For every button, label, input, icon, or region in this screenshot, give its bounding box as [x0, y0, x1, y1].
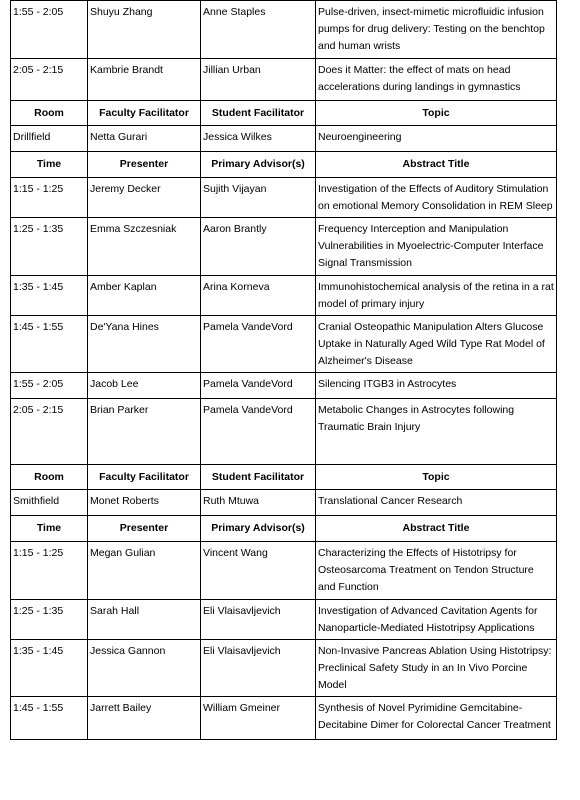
abstract-header-row [11, 152, 557, 178]
title-cell: Immunohistochemical analysis of the retina in a rat model of primary injury [316, 276, 557, 316]
title-cell: Investigation of Advanced Cavitation Agents for Nanoparticle-Mediated Histotripsy Applications [316, 600, 557, 640]
presenter-cell: Jessica Gannon [88, 640, 201, 697]
presenter-cell: Megan Gulian [88, 542, 201, 600]
time-cell: 1:35 - 1:45 [11, 276, 88, 316]
column-header: Room [11, 101, 88, 126]
table-row [11, 1, 557, 59]
time-cell: 1:45 - 1:55 [11, 316, 88, 373]
advisor-cell: Aaron Brantly [201, 218, 316, 276]
column-header: Abstract Title [316, 516, 557, 542]
presenter-cell: Amber Kaplan [88, 276, 201, 316]
table-row [11, 640, 557, 697]
column-header: Time [11, 152, 88, 178]
title-cell: Cranial Osteopathic Manipulation Alters Glucose Uptake in Naturally Aged Wild Type Rat Model of Alzheimer's Disease [316, 316, 557, 373]
title-cell: Silencing ITGB3 in Astrocytes [316, 373, 557, 399]
presenter-cell: Shuyu Zhang [88, 1, 201, 59]
column-header: Presenter [88, 152, 201, 178]
presenter-cell: Jarrett Bailey [88, 697, 201, 740]
table-row [11, 276, 557, 316]
column-header: Topic [316, 465, 557, 490]
time-cell: 1:55 - 2:05 [11, 1, 88, 59]
topic-cell: Translational Cancer Research [316, 490, 557, 516]
table-row [11, 697, 557, 740]
presenter-cell: Sarah Hall [88, 600, 201, 640]
time-cell: 1:55 - 2:05 [11, 373, 88, 399]
table-row [11, 373, 557, 399]
column-header: Faculty Facilitator [88, 101, 201, 126]
title-cell: Investigation of the Effects of Auditory Stimulation on emotional Memory Consolidation in REM Sleep [316, 178, 557, 218]
abstract-header-row [11, 516, 557, 542]
topic-cell: Neuroengineering [316, 126, 557, 152]
table-row [11, 316, 557, 373]
table-row [11, 218, 557, 276]
advisor-cell: William Gmeiner [201, 697, 316, 740]
title-cell: Synthesis of Novel Pyrimidine Gemcitabine-Decitabine Dimer for Colorectal Cancer Treatment [316, 697, 557, 740]
table-row [11, 399, 557, 465]
title-cell: Metabolic Changes in Astrocytes following Traumatic Brain Injury [316, 399, 557, 465]
table-row [11, 178, 557, 218]
title-cell: Does it Matter: the effect of mats on head accelerations during landings in gymnastics [316, 59, 557, 101]
student-facilitator-cell: Jessica Wilkes [201, 126, 316, 152]
advisor-cell: Arina Korneva [201, 276, 316, 316]
column-header: Student Facilitator [201, 465, 316, 490]
advisor-cell: Pamela VandeVord [201, 316, 316, 373]
advisor-cell: Eli Vlaisavljevich [201, 600, 316, 640]
time-cell: 1:35 - 1:45 [11, 640, 88, 697]
time-cell: 2:05 - 2:15 [11, 59, 88, 101]
advisor-cell: Anne Staples [201, 1, 316, 59]
column-header: Time [11, 516, 88, 542]
advisor-cell: Pamela VandeVord [201, 373, 316, 399]
column-header: Room [11, 465, 88, 490]
column-header: Presenter [88, 516, 201, 542]
presenter-cell: Emma Szczesniak [88, 218, 201, 276]
faculty-facilitator-cell: Netta Gurari [88, 126, 201, 152]
column-header: Primary Advisor(s) [201, 152, 316, 178]
faculty-facilitator-cell: Monet Roberts [88, 490, 201, 516]
column-header: Faculty Facilitator [88, 465, 201, 490]
table-row [11, 59, 557, 101]
time-cell: 1:15 - 1:25 [11, 542, 88, 600]
student-facilitator-cell: Ruth Mtuwa [201, 490, 316, 516]
advisor-cell: Pamela VandeVord [201, 399, 316, 465]
schedule-body [11, 1, 557, 740]
room-header-row [11, 101, 557, 126]
title-cell: Frequency Interception and Manipulation Vulnerabilities in Myoelectric-Computer Interface Signal Transmission [316, 218, 557, 276]
room-info-row [11, 490, 557, 516]
advisor-cell: Vincent Wang [201, 542, 316, 600]
time-cell: 2:05 - 2:15 [11, 399, 88, 465]
presenter-cell: Kambrie Brandt [88, 59, 201, 101]
presenter-cell: Brian Parker [88, 399, 201, 465]
time-cell: 1:15 - 1:25 [11, 178, 88, 218]
table-row [11, 600, 557, 640]
advisor-cell: Eli Vlaisavljevich [201, 640, 316, 697]
advisor-cell: Jillian Urban [201, 59, 316, 101]
schedule-table [10, 0, 557, 740]
room-header-row [11, 465, 557, 490]
time-cell: 1:45 - 1:55 [11, 697, 88, 740]
presenter-cell: Jacob Lee [88, 373, 201, 399]
room-cell: Smithfield [11, 490, 88, 516]
column-header: Student Facilitator [201, 101, 316, 126]
column-header: Primary Advisor(s) [201, 516, 316, 542]
title-cell: Pulse-driven, insect-mimetic microfluidic infusion pumps for drug delivery: Testing on the benchtop and human wrists [316, 1, 557, 59]
column-header: Topic [316, 101, 557, 126]
room-cell: Drillfield [11, 126, 88, 152]
title-cell: Characterizing the Effects of Histotripsy for Osteosarcoma Treatment on Tendon Structure and Function [316, 542, 557, 600]
advisor-cell: Sujith Vijayan [201, 178, 316, 218]
table-row [11, 542, 557, 600]
room-info-row [11, 126, 557, 152]
column-header: Abstract Title [316, 152, 557, 178]
presenter-cell: Jeremy Decker [88, 178, 201, 218]
time-cell: 1:25 - 1:35 [11, 600, 88, 640]
title-cell: Non-Invasive Pancreas Ablation Using Histotripsy: Preclinical Safety Study in an In Vivo Porcine Model [316, 640, 557, 697]
time-cell: 1:25 - 1:35 [11, 218, 88, 276]
presenter-cell: De'Yana Hines [88, 316, 201, 373]
